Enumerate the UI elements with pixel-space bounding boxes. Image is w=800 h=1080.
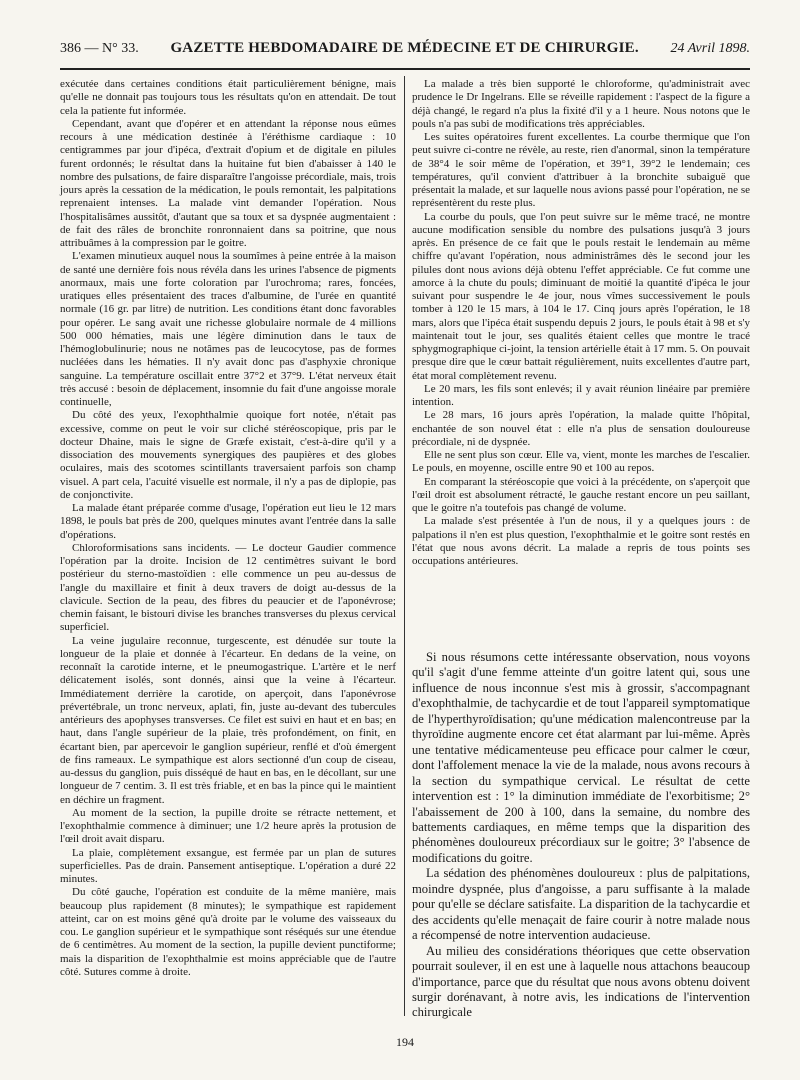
journal-title: GAZETTE HEBDOMADAIRE DE MÉDECINE ET DE CHIRURGIE. (170, 40, 639, 56)
paragraph: Cependant, avant que d'opérer et en attendant la réponse nous eûmes recours à une médication destinée à l'éréthisme cardiaque : 10 centigrammes par jour d'ipéca, d'extrait d'opium et de digitale en pilules furent ordonnés; le résultat dans la huitaine fut bien d'abaisser à 140 le nombre des pulsations, de faire disparaître l'angoisse précordiale, mais, trois jours après la cessation de la médication, le pouls remontait, les palpitations reprenaient intenses. La malade vint demander l'opération. Nous l'hospitalisâmes aussitôt, d'autant que sa toux et sa dyspnée augmentaient : de fait des râles de bronchite ronronnaient dans sa poitrine, que nous attribuâmes à la compression par le goitre. (60, 117, 396, 249)
paragraph: Si nous résumons cette intéressante observation, nous voyons qu'il s'agit d'une femme atteinte d'un goitre latent qui, sous une influence de nous inconnue s'est mis à grossir, s'accompagnant d'exophthalmie, de tachycardie et de tout l'appareil symptomatique de l'hyperthyroïdisation; qu'une médication malencontreuse par la thyroïdine augmente encore cet état alarmant par lui-même. Après une tentative médicamenteuse peu efficace pour calmer le cœur, dont l'affolement menace la vie de la malade, nous avons recours à la section du sympathique cervical. Le résultat de cette intervention est : 1° la diminution immédiate de l'exorbitisme; 2° l'abaissement de 200 à 100, dans la semaine, du nombre des battements cardiaques, en même temps que la disparition des phénomènes douloureux précordiaux sur le goitre; 3° l'absence de modifications du goitre. (412, 650, 750, 865)
paragraph-italic-lead: Elle ne sent plus son cœur. Elle va, vient, monte les marches de l'escalier. Le pouls, en moyenne, oscille entre 90 et 100 au repos. (412, 449, 750, 475)
paragraph: La courbe du pouls, que l'on peut suivre sur le même tracé, ne montre aucune modification sensible du nombre des pulsations jusqu'à 3 jours après. En présence de ce fait que le pouls restait le lendemain au même chiffre qu'avant l'opération, nous administrâmes dès le second jour les pilules dont nous avions déjà obtenu l'effet appréciable. Ce fut comme une amorce à la chute du pouls; diminuant de moitié la quantité d'ipéca le jour suivant pour suspendre le 4e jour, nous vîmes successivement le pouls tomber à 120 le 15 mars, à 104 le 17. Cinq jours après l'opération, le 18 mars, alors que l'ipéca était suspendu depuis 2 jours, le pouls était à 98 et s'y maintenait tout le jour, ses qualités étaient celles que montre le tracé sphygmographique ci-joint, la tension artérielle était à 17 mm. 5. On pouvait presque dire que le cœur battait régulièrement, nuits excellentes d'autre part, état moral complètement revenu. (412, 210, 750, 382)
paragraph: exécutée dans certaines conditions était particulièrement bénigne, mais qu'elle ne donnait pas toujours tous les résultats qu'on en attendait. De tout cela la patiente fut informée. (60, 78, 396, 117)
issue-date: 24 Avril 1898. (670, 41, 750, 56)
right-column (412, 78, 750, 568)
paragraph: La malade étant préparée comme d'usage, l'opération eut lieu le 12 mars 1898, le pouls bat près de 200, quelques minutes avant l'entrée dans la salle d'opérations. (60, 502, 396, 541)
paragraph: La malade a très bien supporté le chloroforme, qu'administrait avec prudence le Dr Ingelrans. Elle se réveille rapidement : l'aspect de la figure a déjà changé, le regard n'a plus la fixité d'il y a 1 heure. Nous notons que le pouls n'a pas subi de modifications très appréciables. (412, 78, 750, 130)
paragraph: Du côté des yeux, l'exophthalmie quoique fort notée, n'était pas excessive, comme on peut le voir sur cliché stéréoscopique, pris par le docteur Dhaine, mais le signe de Græfe existait, c'est-à-dire qu'il y a dissociation des mouvements synergiques des paupières et des globes oculaires, mais des scotomes scintillants traversaient parfois son champ visuel. A part cela, l'acuité visuelle est normale, il n'y a pas de diplopie, pas de conjonctivite. (60, 409, 396, 501)
page-header (60, 40, 750, 66)
paragraph: La sédation des phénomènes douloureux : plus de palpitations, moindre dyspnée, plus d'angoisse, a paru suffisante à la malade pour qu'elle se déclare satisfaite. La disparition de la tachycardie et des accidents qu'elle menaçait de faire courir à notre malade nous a récompensé de notre intervention audacieuse. (412, 866, 750, 943)
header-rule (60, 68, 750, 70)
paragraph: Au milieu des considérations théoriques que cette observation pourrait soulever, il en est une à laquelle nous attachons beaucoup d'importance, parce que du résultat que nous avons obtenu doivent surgir dorénavant, à notre avis, les indications de l'intervention chirurgicale (412, 943, 750, 1020)
folio-number: 194 (396, 1035, 414, 1049)
paragraph: Chloroformisations sans incidents. — Le docteur Gaudier commence l'opération par la droite. Incision de 12 centimètres suivant le bord postérieur du sterno-mastoïdien : elle commence un peu au-dessus de l'angle du maxillaire et finit à deux travers de doigt au-dessus de la clavicule. Section de la peau, des fibres du peaucier et de l'aponévrose; chemin faisant, le bistouri divise les branches transverses du plexus cervical superficiel. (60, 541, 396, 634)
paragraph: L'examen minutieux auquel nous la soumîmes à peine entrée à la maison de santé une dernière fois nous révéla dans les urines l'absence de pigments anormaux, mais une forte coloration par l'urochroma; rares, foncées, uratiques elles présentaient des traces d'albumine, de l'urée en quantité normale (16 gr. par litre) de nutrition. Les conditions étant donc favorables pour opérer. Le sang avait une richesse globulaire normale de 4 millions 500 000 hématies, mais une légère diminution dans le taux de l'hémoglobulinurie; nous ne notâmes pas de leucocytose, pas de formes nucléées dans les hématies. Il n'y avait donc pas d'asphyxie chronique sanguine. La température oscillait entre 37°2 et 37°9. L'état nerveux était très accusé : besoin de déplacement, insomnie du fait d'une angoisse morale continuelle, (60, 250, 396, 408)
paragraph: En comparant la stéréoscopie que voici à la précédente, on s'aperçoit que l'œil droit est absolument rétracté, le gauche restant encore un peu saillant, que le goitre n'a toutefois pas changé de volume. (412, 475, 750, 514)
paragraph: La veine jugulaire reconnue, turgescente, est dénudée sur toute la longueur de la plaie et donnée à l'écarteur. En dedans de la veine, on reconnaît la carotide interne, et le pneumogastrique. L'artère et le nerf délicatement isolés, sont donnés, ainsi que la veine à l'écarteur. Immédiatement derrière la carotide, on aperçoit, dans l'aponévrose prévertébrale, un tronc nerveux, aplati, fin, juste au-devant des tubercules antérieurs des apophyses transverses. Ce filet est suivi en haut et en bas; en haut, dans l'angle supérieur de la plaie, très profondément, on finit, en écartant bien, par apercevoir le ganglion supérieur, renflé et d'où émergent de fins rameaux. Le sympathique est alors sectionné d'un coup de ciseau, au-dessus du ganglion, puis disséqué de haut en bas, en le décollant, sur une longueur de 7 centim. 3. Il est très friable, et en bas la pince qui le maintient en déchire un fragment. (60, 634, 396, 806)
paragraph: La plaie, complètement exsangue, est fermée par un plan de sutures superficielles. Pas de drain. Pansement antiseptique. L'opération a duré 22 minutes. (60, 846, 396, 885)
paragraph: Le 20 mars, les fils sont enlevés; il y avait réunion linéaire par première intention. (412, 382, 750, 408)
paragraph: Le 28 mars, 16 jours après l'opération, la malade quitte l'hôpital, enchantée de son nouvel état : elle n'a plus de sensation douloureuse précordiale, ni de dyspnée. (412, 409, 750, 448)
paragraph: La malade s'est présentée à l'un de nous, il y a quelques jours : de palpations il n'en est plus question, l'exophthalmie et le goitre sont restés en l'état que nous avons décrit. La malade a repris de tous points ses occupations antérieures. (412, 515, 750, 567)
paragraph: Au moment de la section, la pupille droite se rétracte nettement, et l'exophthalmie commence à diminuer; une 1/2 heure après la protusion de l'œil droit avait disparu. (60, 806, 396, 846)
newspaper-page (60, 30, 750, 1070)
conclusion-section (412, 650, 750, 1021)
paragraph: Du côté gauche, l'opération est conduite de la même manière, mais beaucoup plus rapidement (8 minutes); le sympathique est rapidement atteint, car on est moins gêné qu'à droite par le volume des vaisseaux du cou. Le ganglion supérieur et le sympathique sont réséqués sur une étendue de 6 centimètres. Au moment de la section, la pupille devient punctiforme; mais la disparition de l'exophthalmie est moins appréciable que de l'autre côté. Sutures comme à droite. (60, 886, 396, 978)
paragraph: Les suites opératoires furent excellentes. La courbe thermique que l'on peut suivre ci-contre ne révèle, au reste, rien d'anormal, sinon la température de 38°4 le soir même de l'opération, et 39°1, 39°2 le lendemain; ces températures, qu'il convient d'attribuer à la bronchite subaiguë que présentait la malade, et sur laquelle nous avions passé pour l'opération, ne se représentèrent du reste plus. (412, 131, 750, 210)
column-divider (404, 76, 405, 1016)
left-column (60, 78, 396, 979)
page-number-issue: 386 — N° 33. (60, 41, 139, 56)
